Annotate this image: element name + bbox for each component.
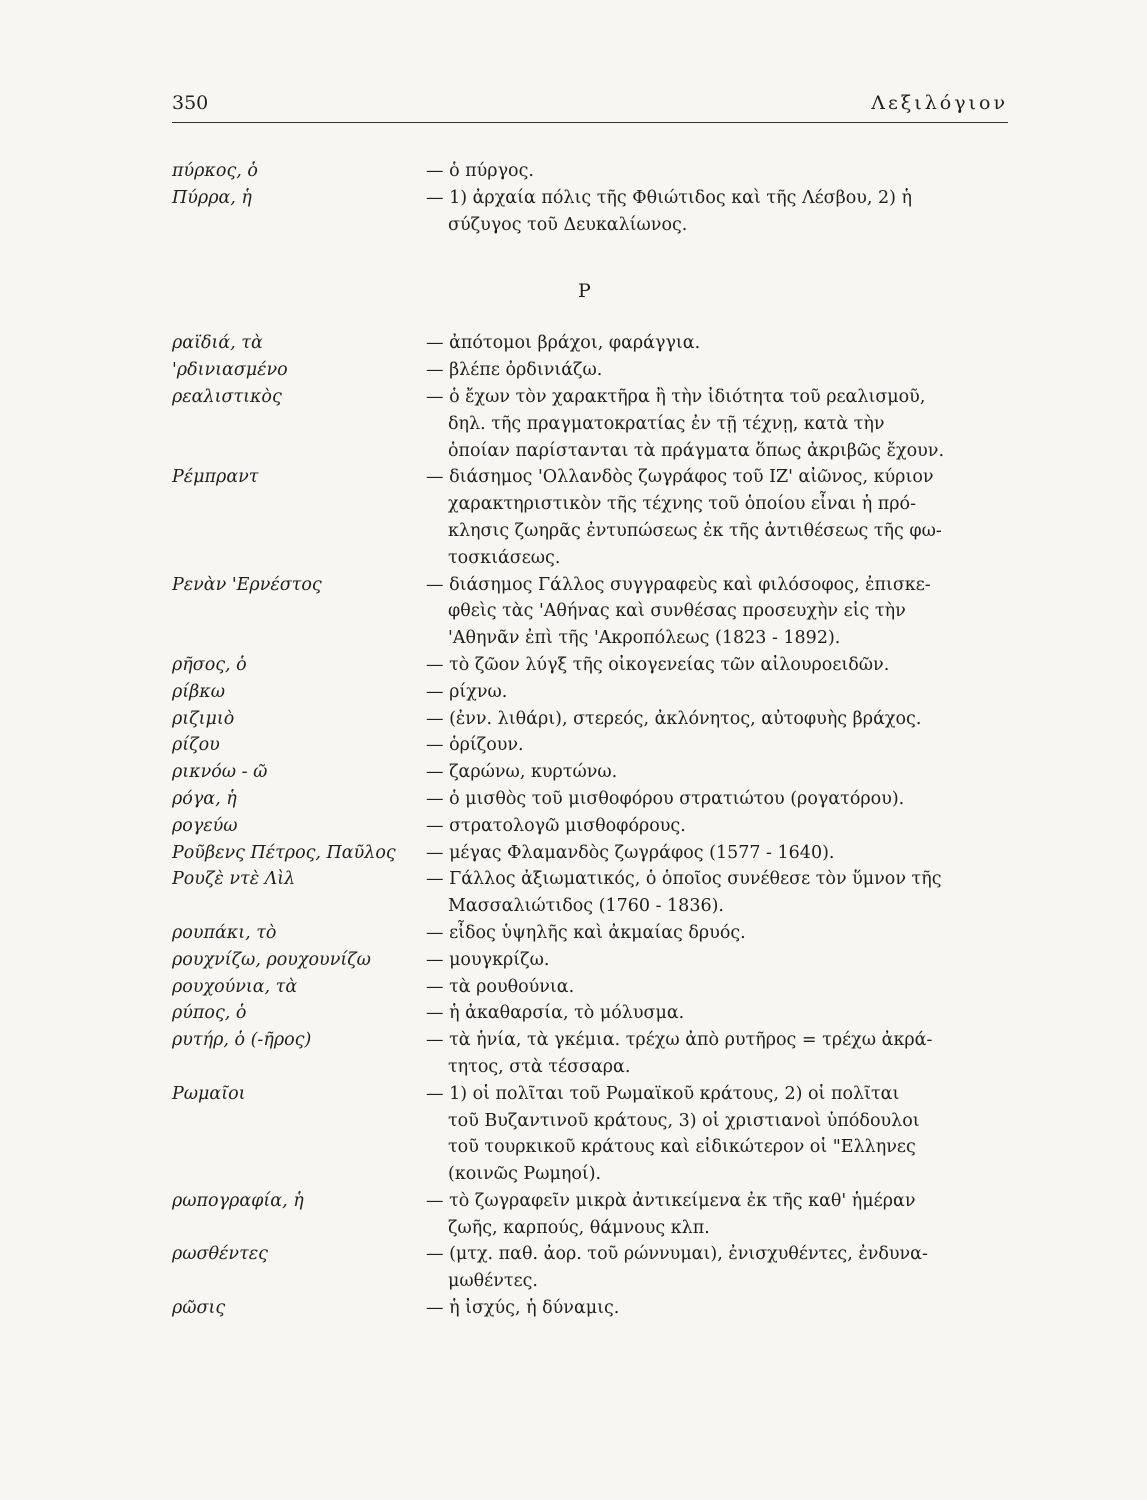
page-number: 350	[172, 92, 209, 114]
definition-line: — ἀπότομοι βράχοι, φαράγγια.	[426, 333, 701, 354]
entry-definition	[426, 947, 1008, 974]
definition-line: 'Αθηνᾶν ἐπὶ τῆς 'Ακροπόλεως (1823 - 1892).	[448, 628, 841, 649]
entry-definition	[426, 732, 1008, 759]
dictionary-entry	[172, 1027, 1008, 1081]
entry-term: ρικνόω - ῶ	[172, 762, 268, 783]
page-header	[172, 92, 1008, 123]
entry-definition	[426, 572, 1008, 652]
dictionary-entry	[172, 1188, 1008, 1242]
entry-term: ρόγα, ἡ	[172, 788, 237, 809]
entry-definition	[426, 786, 1008, 813]
definition-line: μωθέντες.	[448, 1271, 538, 1292]
definition-line: τητος, στὰ τέσσαρα.	[448, 1056, 631, 1077]
dictionary-entry	[172, 357, 1008, 384]
entry-definition	[426, 185, 1008, 239]
entry-term: Ρέμπραντ	[172, 467, 259, 488]
dictionary-entry	[172, 974, 1008, 1001]
entry-definition	[426, 920, 1008, 947]
dictionary-entry	[172, 679, 1008, 706]
entry-term: Ρενὰν 'Ερνέστος	[172, 574, 322, 595]
entry-definition	[426, 974, 1008, 1001]
dictionary-entry	[172, 1000, 1008, 1027]
definition-line: (κοινῶς Ρωμηοί).	[448, 1164, 602, 1185]
entry-term: ρυτήρ, ὁ (-ῆρος)	[172, 1030, 312, 1051]
dictionary-entries	[172, 158, 1008, 1322]
entry-definition	[426, 384, 1008, 464]
dictionary-entry	[172, 786, 1008, 813]
section-letter: Ρ	[578, 280, 591, 303]
entry-definition	[426, 866, 1008, 920]
entry-term: Ροῦβενς Πέτρος, Παῦλος	[172, 842, 396, 863]
dictionary-entry	[172, 706, 1008, 733]
dictionary-entry	[172, 572, 1008, 652]
dictionary-entry	[172, 384, 1008, 464]
definition-line: — ὁ μισθὸς τοῦ μισθοφόρου στρατιώτου (ρογατόρου).	[426, 788, 905, 809]
running-title: Λεξιλόγιον	[871, 92, 1008, 114]
dictionary-entry	[172, 1241, 1008, 1295]
dictionary-entry	[172, 1295, 1008, 1322]
entry-term: ρίβκω	[172, 681, 226, 702]
definition-line: — (μτχ. παθ. ἀορ. τοῦ ρώννυμαι), ἐνισχυθέντες, ἐνδυνα-	[426, 1244, 928, 1265]
definition-line: τοσκιάσεως.	[448, 547, 561, 568]
entry-definition	[426, 1241, 1008, 1295]
definition-line: — εἶδος ὑψηλῆς καὶ ἀκμαίας δρυός.	[426, 922, 746, 943]
definition-line: — ἡ ἀκαθαρσία, τὸ μόλυσμα.	[426, 1003, 685, 1024]
entry-definition	[426, 1027, 1008, 1081]
definition-line: — 1) οἱ πολῖται τοῦ Ρωμαϊκοῦ κράτους, 2) οἱ πολῖται	[426, 1083, 900, 1104]
definition-line: — τὸ ζωγραφεῖν μικρὰ ἀντικείμενα ἐκ τῆς καθ' ἡμέραν	[426, 1190, 916, 1211]
definition-line: χαρακτηριστικὸν τῆς τέχνης τοῦ ὁποίου εἶναι ἡ πρό-	[448, 494, 916, 515]
dictionary-entry	[172, 866, 1008, 920]
definition-line: φθεὶς τὰς 'Αθήνας καὶ συνθέσας προσευχὴν εἰς τὴν	[448, 601, 906, 622]
entry-definition	[426, 1000, 1008, 1027]
definition-line: — διάσημος 'Ολλανδὸς ζωγράφος τοῦ ΙΖ' αἰῶνος, κύριον	[426, 467, 934, 488]
entry-term: πύρκος, ὁ	[172, 161, 258, 181]
definition-line: — μέγας Φλαμανδὸς ζωγράφος (1577 - 1640).	[426, 842, 835, 863]
entry-term: ριζιμιὸ	[172, 708, 235, 729]
entry-definition	[426, 357, 1008, 384]
definition-line: — μουγκρίζω.	[426, 949, 550, 970]
entry-term: ρωσθέντες	[172, 1244, 268, 1265]
dictionary-entry	[172, 732, 1008, 759]
entry-term: ρῆσος, ὁ	[172, 654, 247, 675]
entry-term: Πύρρα, ἡ	[172, 187, 252, 208]
entry-definition	[426, 330, 1008, 357]
definition-line: κλησις ζωηρᾶς ἐντυπώσεως ἐκ τῆς ἀντιθέσεως τῆς φω-	[448, 520, 942, 541]
entry-definition	[426, 1081, 1008, 1188]
dictionary-entry	[172, 840, 1008, 867]
definition-line: — ὁ πύργος.	[426, 161, 534, 181]
entry-definition	[426, 759, 1008, 786]
entry-definition	[426, 652, 1008, 679]
entry-definition	[426, 840, 1008, 867]
definition-line: — στρατολογῶ μισθοφόρους.	[426, 815, 686, 836]
entry-term: ρουπάκι, τὸ	[172, 922, 277, 943]
dictionary-entry	[172, 330, 1008, 357]
definition-line: ὁποίαν παρίστανται τὰ πράγματα ὅπως ἀκριβῶς ἔχουν.	[448, 440, 945, 461]
definition-line: — τὰ ρουθούνια.	[426, 976, 575, 997]
entry-term: 'ρδινιασμένο	[172, 360, 288, 381]
definition-line: τοῦ τουρκικοῦ κράτους καὶ εἰδικώτερον οἱ "Ελληνες	[448, 1137, 916, 1158]
definition-line: — 1) ἀρχαία πόλις τῆς Φθιώτιδος καὶ τῆς Λέσβου, 2) ἡ	[426, 187, 913, 208]
definition-line: — (ἐνν. λιθάρι), στερεός, ἀκλόνητος, αὐτοφυὴς βράχος.	[426, 708, 922, 729]
definition-line: ζωῆς, καρπούς, θάμνους κλπ.	[448, 1217, 710, 1238]
definition-line: — ὁ ἔχων τὸν χαρακτῆρα ἢ τὴν ἰδιότητα τοῦ ρεαλισμοῦ,	[426, 386, 926, 407]
definition-line: — τὸ ζῶον λύγξ τῆς οἰκογενείας τῶν αἰλουροειδῶν.	[426, 654, 890, 675]
definition-line: σύζυγος τοῦ Δευκαλίωνος.	[448, 214, 688, 235]
definition-line: — διάσημος Γάλλος συγγραφεὺς καὶ φιλόσοφος, ἐπισκε-	[426, 574, 931, 595]
entry-term: ρογεύω	[172, 815, 238, 836]
definition-line: — τὰ ἡνία, τὰ γκέμια. τρέχω ἀπὸ ρυτῆρος = τρέχω ἀκρά-	[426, 1030, 933, 1051]
definition-line: τοῦ Βυζαντινοῦ κράτους, 3) οἱ χριστιανοὶ ὑπόδουλοι	[448, 1110, 920, 1131]
dictionary-entry	[172, 947, 1008, 974]
entry-term: ρωπογραφία, ἡ	[172, 1190, 304, 1211]
entry-definition	[426, 464, 1008, 571]
entry-term: Ρουζὲ ντὲ Λὶλ	[172, 869, 296, 890]
entry-definition	[426, 813, 1008, 840]
definition-line: — βλέπε ὀρδινιάζω.	[426, 360, 603, 381]
entry-term: Ρωμαῖοι	[172, 1083, 246, 1104]
dictionary-entry	[172, 158, 1008, 185]
entry-term: ρουχούνια, τὰ	[172, 976, 298, 997]
dictionary-entry	[172, 652, 1008, 679]
entry-term: ρῶσις	[172, 1298, 226, 1319]
entry-definition	[426, 706, 1008, 733]
definition-line: Μασσαλιώτιδος (1760 - 1836).	[448, 896, 724, 917]
definition-line: — ζαρώνω, κυρτώνω.	[426, 762, 618, 783]
dictionary-entry	[172, 185, 1008, 239]
entry-definition	[426, 1295, 1008, 1322]
entry-definition	[426, 158, 1008, 185]
dictionary-entry	[172, 1081, 1008, 1188]
definition-line: — ρίχνω.	[426, 681, 508, 702]
entries-before-section	[172, 158, 1008, 238]
entry-definition	[426, 1188, 1008, 1242]
dictionary-entry	[172, 920, 1008, 947]
entry-term: ρύπος, ὁ	[172, 1003, 247, 1024]
dictionary-entry	[172, 464, 1008, 571]
dictionary-entry	[172, 813, 1008, 840]
dictionary-entry	[172, 759, 1008, 786]
entry-definition	[426, 679, 1008, 706]
entry-term: ρίζου	[172, 735, 220, 756]
definition-line: — ἡ ἰσχύς, ἡ δύναμις.	[426, 1298, 620, 1319]
entries-section-rho	[172, 330, 1008, 1321]
entry-term: ρουχνίζω, ρουχουνίζω	[172, 949, 371, 970]
definition-line: δηλ. τῆς πραγματοκρατίας ἐν τῇ τέχνῃ, κατὰ τὴν	[448, 413, 885, 434]
definition-line: — Γάλλος ἀξιωματικός, ὁ ὁποῖος συνέθεσε τὸν ὕμνον τῆς	[426, 869, 942, 890]
entry-term: ραϊδιά, τὰ	[172, 333, 263, 354]
entry-term: ρεαλιστικὸς	[172, 386, 282, 407]
definition-line: — ὁρίζουν.	[426, 735, 524, 756]
